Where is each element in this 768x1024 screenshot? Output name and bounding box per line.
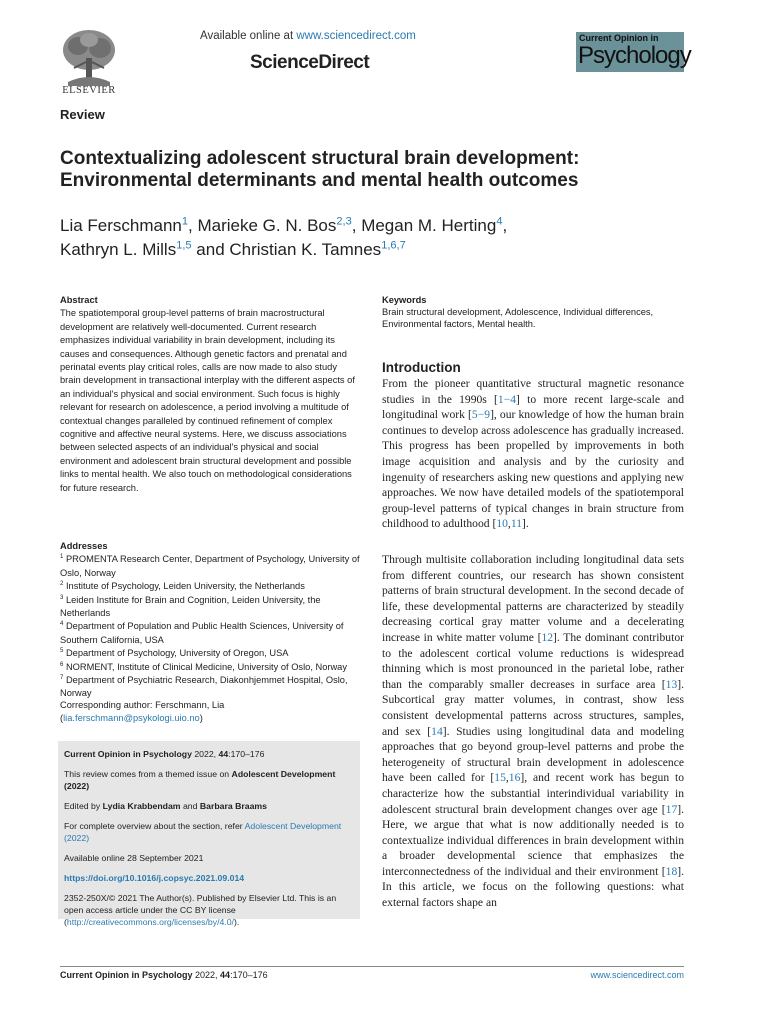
info-pages: :170–176 [228, 749, 265, 759]
author-separator: , [188, 216, 198, 235]
reference-link[interactable]: 14 [431, 724, 443, 738]
info-overview-prefix: For complete overview about the section, refer [64, 821, 245, 831]
reference-link[interactable]: 13 [665, 677, 678, 691]
addresses-heading: Addresses [60, 541, 108, 551]
reference-link[interactable]: 15 [494, 771, 506, 785]
address-item [60, 661, 360, 674]
address-number: 7 [60, 674, 64, 681]
author-affiliation-ref[interactable]: 1 [181, 215, 189, 228]
address-text: Department of Psychiatric Research, Diakonhjemmet Hospital, Oslo, Norway [60, 675, 348, 699]
reference-link[interactable]: 16 [508, 771, 521, 785]
info-theme-prefix: This review comes from a themed issue on [64, 769, 232, 779]
reference-link[interactable]: 12 [541, 630, 554, 644]
address-item [60, 553, 360, 580]
corresponding-prefix: Corresponding author: Ferschmann, Lia ( [60, 700, 225, 724]
author-separator: , [351, 216, 362, 235]
introduction-paragraph-2: Through multisite collaboration including longitudinal data sets from different countries, our research has shown consistent patterns of brain structural development. In the second decade of life, these developmental patterns are characterized by steadily decreasing cortical gray matter volume and a decelerating increase in white matter volume [12]. The dominant contributor to the adolescent cortical volume reductions is widespread thinning which is most pronounced in the parietal lobe, rather than the comparably smaller decreases in surface area [13]. Subcortical gray matter volumes, in contrast, show less consistent developmental patterns across structures, samples, and sex [14]. Studies using longitudinal data and modeling approaches that go beyond group-level patterns and probe the heterogeneity of structural brain development in adolescence have been called for [15,16], and recent work has begun to characterize how the substantial interindividual variability in adolescent structural brain development changes over age [17]. Here, we argue that what is now additionally needed is to contextualize individual differences in brain development within a broader developmental science that emphasizes the interconnectedness of the individual and their environment [18]. In this article, we focus on the following questions: what external factors shape an [382, 553, 684, 910]
address-item [60, 594, 360, 621]
address-number: 6 [60, 661, 64, 668]
author-affiliation-ref[interactable]: 1,5 [176, 239, 192, 252]
publisher-name: ELSEVIER [62, 85, 116, 96]
journal-logo-top-text: Current Opinion in [579, 33, 659, 43]
info-edited-prefix: Edited by [64, 801, 103, 811]
address-item [60, 647, 360, 660]
author-name: Lia Ferschmann [60, 216, 182, 235]
introduction-paragraph-1: From the pioneer quantitative structural magnetic resonance studies in the 1990s [1−4] to more recent large-scale and longitudinal work [5−9], our knowledge of how the human brain continues to develop across adolescence has gradually increased. This progress has been propelled by improvements in both image acquisition and analysis and by the curiosity and ingenuity of researchers asking new questions and applying new approaches. We now have detailed models of the spatiotemporal group-level patterns of typical changes in brain structure from childhood to adulthood [10,11]. [382, 377, 684, 531]
author-name: Christian K. Tamnes [229, 240, 382, 259]
author-list [60, 214, 680, 262]
footer-journal: Current Opinion in Psychology [60, 970, 193, 980]
info-editor-2: Barbara Braams [199, 801, 267, 811]
reference-link[interactable]: 11 [510, 517, 522, 531]
abstract-text: The spatiotemporal group-level patterns of brain macrostructural development are relatively well-documented. Current research emphasizes individual variability in brain development, including its causes and consequences. Although genetic factors and prenatal and perinatal events play critical roles, calls are now made to also study brain development in transactional interplay with the different aspects of an individual's physical and social environment. Such focus is highly relevant for research on adolescence, a period involving a multitude of contextual changes paralleled by continued refinement of complex cognitive and affective neural systems. Here, we discuss associations between selected aspects of an individual's physical and social environment and adolescent brain structural development and possible links to mental health. We also touch on methodological considerations for future research. [60, 308, 355, 493]
introduction-heading: Introduction [382, 360, 461, 375]
info-theme-name: Adolescent Development (2022) [64, 769, 336, 791]
corresponding-suffix: ) [199, 713, 203, 724]
addresses-section [60, 540, 360, 701]
keywords-section [382, 294, 682, 330]
address-number: 5 [60, 648, 64, 655]
info-theme [64, 768, 354, 792]
author-affiliation-ref[interactable]: 4 [496, 215, 503, 228]
doi-link[interactable]: https://doi.org/10.1016/j.copsyc.2021.09.014 [64, 873, 245, 883]
address-text: Institute of Psychology, Leiden University, the Netherlands [63, 581, 305, 592]
info-year: 2022, [191, 749, 219, 759]
reference-link[interactable]: 1−4 [497, 392, 517, 406]
footer-pages: :170–176 [230, 970, 268, 980]
address-number: 2 [60, 581, 64, 588]
license-link[interactable]: http://creativecommons.org/licenses/by/4.0/ [66, 917, 234, 927]
address-text: Leiden Institute for Brain and Cognition, Leiden University, the Netherlands [60, 594, 321, 619]
available-prefix: Available online at [200, 30, 297, 42]
address-number: 1 [60, 554, 64, 561]
corresponding-email-link[interactable]: lia.ferschmann@psykologi.uio.no [63, 713, 200, 724]
info-citation [64, 748, 354, 760]
author-separator: , [502, 216, 508, 235]
author-affiliation-ref[interactable]: 2,3 [336, 215, 352, 228]
reference-link[interactable]: 18 [665, 864, 678, 878]
address-item [60, 580, 360, 593]
address-item [60, 620, 360, 647]
info-available: Available online 28 September 2021 [64, 853, 204, 863]
address-text: PROMENTA Research Center, Department of Psychology, University of Oslo, Norway [60, 554, 360, 578]
abstract-heading: Abstract [60, 295, 98, 305]
article-type: Review [60, 107, 105, 122]
journal-logo [576, 32, 691, 72]
reference-link[interactable]: 10 [496, 517, 508, 531]
info-license-prefix: 2352-250X/© 2021 The Author(s). Published by Elsevier Ltd. This is an open access article under the CC BY license ( [64, 893, 337, 927]
address-text: Department of Population and Public Health Sciences, University of Southern California, USA [60, 621, 344, 645]
author-affiliation-ref[interactable]: 1,6,7 [381, 239, 406, 252]
corresponding-author [60, 699, 360, 726]
reference-link[interactable]: 5−9 [471, 408, 491, 422]
info-editor-1: Lydia Krabbendam [102, 801, 181, 811]
info-journal: Current Opinion in Psychology [64, 749, 192, 759]
sciencedirect-wordmark: ScienceDirect [250, 52, 370, 73]
info-license [64, 892, 354, 928]
address-item [60, 674, 360, 701]
author-name: Marieke G. N. Bos [197, 216, 337, 235]
footer-site-link[interactable]: www.sciencedirect.com [590, 970, 684, 980]
info-overview [64, 820, 354, 844]
info-license-suffix: ). [233, 917, 240, 927]
footer-citation [60, 970, 268, 980]
article-title: Contextualizing adolescent structural brain development: Environmental determinants and mental health outcomes [60, 148, 580, 191]
sciencedirect-link[interactable]: www.sciencedirect.com [296, 30, 416, 42]
author-separator: and [191, 240, 230, 259]
journal-logo-title: Psychology [578, 42, 691, 69]
info-edited-and: and [180, 801, 200, 811]
article-info-box [58, 741, 360, 927]
info-overview-link[interactable]: Adolescent Development (2022) [64, 821, 342, 843]
author-name: Kathryn L. Mills [60, 240, 177, 259]
footer-volume: 44 [220, 970, 231, 980]
abstract-section [60, 294, 360, 495]
addresses-list [60, 553, 360, 700]
info-editors [64, 800, 354, 812]
address-number: 4 [60, 621, 64, 628]
keywords-heading: Keywords [382, 295, 427, 305]
address-number: 3 [60, 594, 64, 601]
info-volume: 44 [218, 749, 229, 759]
keywords-text: Brain structural development, Adolescence, Individual differences, Environmental factors, Mental health. [382, 307, 654, 329]
footer-divider [60, 966, 684, 967]
address-text: NORMENT, Institute of Clinical Medicine, University of Oslo, Norway [63, 661, 347, 672]
footer-year: 2022, [192, 970, 221, 980]
address-text: Department of Psychology, University of Oregon, USA [63, 648, 289, 659]
available-online-line [200, 30, 440, 42]
reference-link[interactable]: 17 [665, 802, 678, 816]
author-name: Megan M. Herting [361, 216, 497, 235]
